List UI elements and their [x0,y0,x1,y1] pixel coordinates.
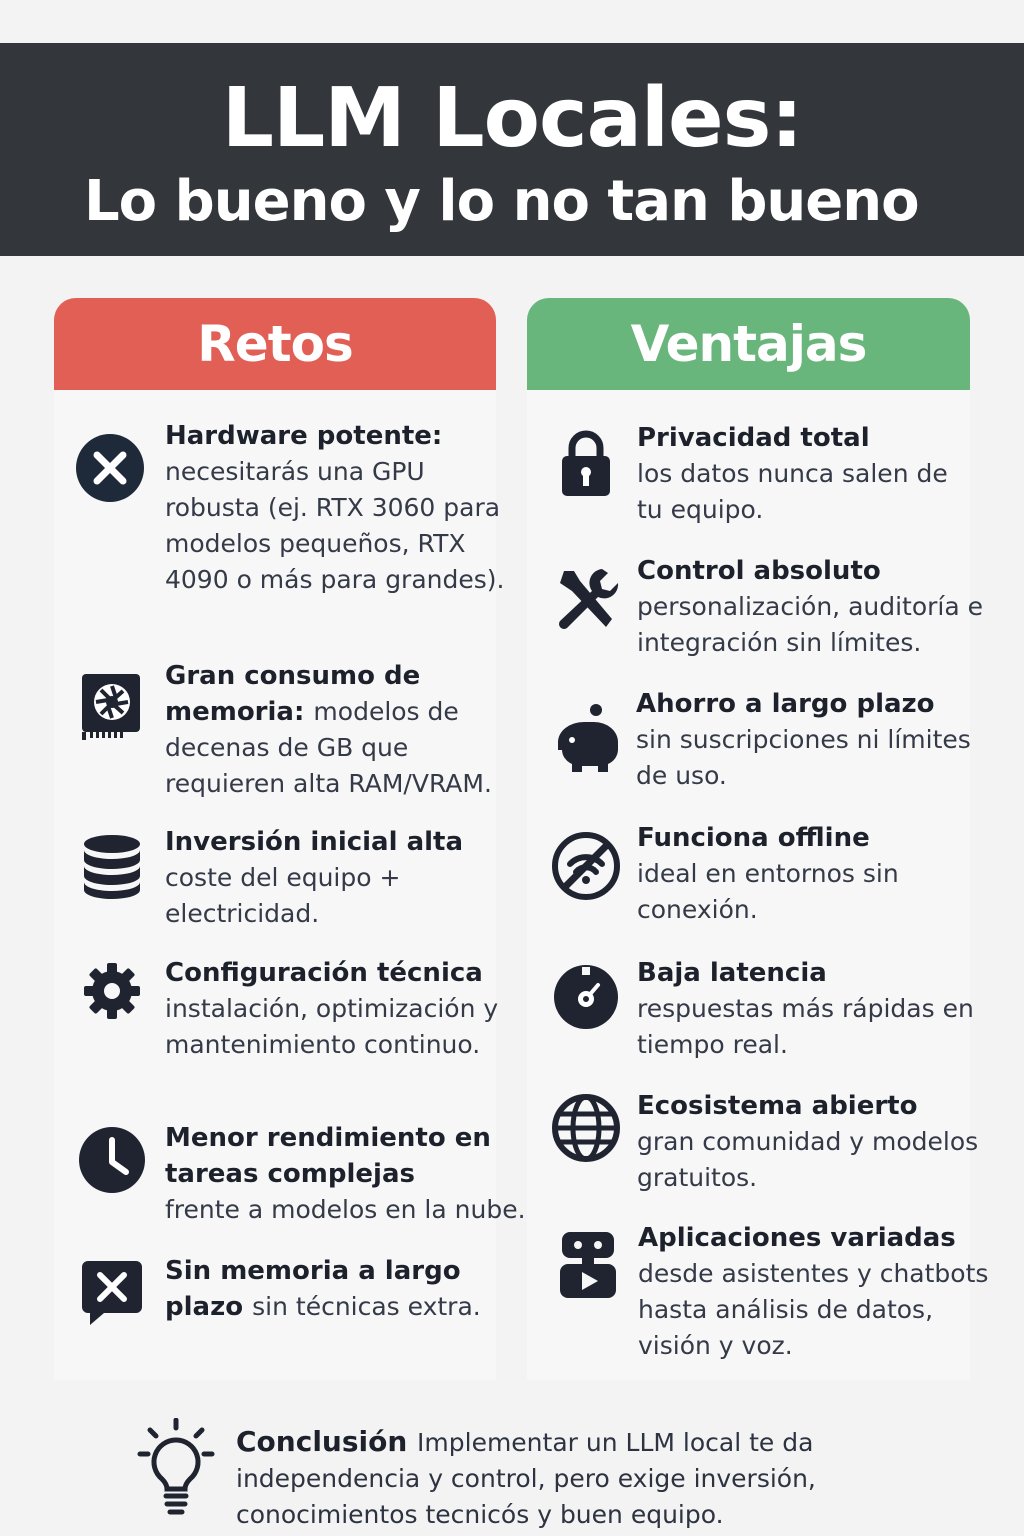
ventajas-item-desc: sin suscripciones ni límites de uso. [636,725,971,790]
ventajas-item-title: Aplicaciones variadas [638,1223,956,1253]
ventajas-item-desc: respuestas más rápidas en tiempo real. [637,994,974,1059]
ventajas-item-desc: personalización, auditoría e integración sin límites. [637,592,984,657]
gear-icon [74,955,146,1027]
robot-icon [552,1230,624,1302]
retos-item-desc: modelos de decenas de GB que requieren alta RAM/VRAM. [165,697,492,798]
gpu-card-icon [74,668,146,740]
stopwatch-icon [550,959,622,1031]
ventajas-heading: Ventajas [527,298,970,390]
ventajas-item-title: Control absoluto [637,556,881,586]
retos-item-title: Menor rendimiento en tareas complejas [165,1123,491,1189]
retos-item-title: Gran consumo de memoria: [165,661,421,727]
clock-icon [76,1124,148,1196]
ventajas-item-title: Funciona offline [637,823,870,853]
tools-icon [550,563,622,635]
ventajas-item-desc: los datos nunca salen de tu equipo. [637,459,948,524]
retos-item-title: Sin memoria a largo plazo [165,1256,461,1322]
retos-item-title: Configuración técnica [165,958,483,988]
retos-item-title: Hardware potente: [165,421,443,451]
page-subtitle: Lo bueno y lo no tan bueno [84,169,919,234]
ventajas-item-title: Ecosistema abierto [637,1091,918,1121]
retos-item-desc: frente a modelos en la nube. [165,1195,526,1224]
header-banner [0,43,1024,256]
database-icon [74,830,146,902]
ventajas-item-title: Baja latencia [637,958,827,988]
ventajas-item-desc: desde asistentes y chatbots hasta análisis de datos, visión y voz. [638,1259,989,1360]
globe-icon [550,1092,622,1164]
retos-item-desc: sin técnicas extra. [252,1292,481,1321]
piggy-bank-icon [550,704,622,776]
x-chat-bubble-icon [76,1257,148,1329]
x-circle-icon [74,432,146,504]
ventajas-item-desc: ideal en entornos sin conexión. [637,859,899,924]
ventajas-item-title: Privacidad total [637,423,870,453]
retos-item-title: Inversión inicial alta [165,827,463,857]
retos-item-desc: coste del equipo + electricidad. [165,863,401,928]
no-wifi-icon [550,830,622,902]
conclusion-title: Conclusión [236,1425,418,1458]
retos-item-desc: necesitarás una GPU robusta (ej. RTX 3060 para modelos pequeños, RTX 4090 o más para grandes). [165,457,505,594]
ventajas-item-desc: gran comunidad y modelos gratuitos. [637,1127,979,1192]
ventajas-item-title: Ahorro a largo plazo [636,689,935,719]
padlock-icon [550,426,622,498]
conclusion-block [130,1418,990,1530]
page-title: LLM Locales: [221,71,803,166]
retos-item-desc: instalación, optimización y mantenimiento continuo. [165,994,499,1059]
conclusion-text: Implementar un LLM local te da independencia y control, pero exige inversión, conocimientos tecnicós y buen equipo. [236,1428,816,1529]
lightbulb-icon [136,1418,216,1518]
retos-heading: Retos [54,298,496,390]
